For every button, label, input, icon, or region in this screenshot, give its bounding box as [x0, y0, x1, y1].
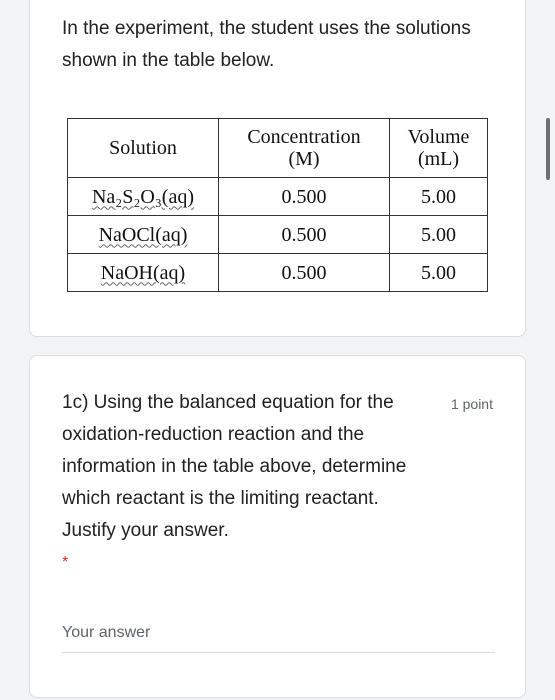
cell-volume: 5.00	[390, 216, 488, 254]
cell-concentration: 0.500	[219, 178, 390, 216]
header-solution-label: Solution	[109, 137, 177, 159]
table-row	[68, 216, 488, 254]
header-volume	[390, 119, 488, 178]
header-concentration-unit: (M)	[288, 148, 320, 170]
table-header-row	[68, 119, 488, 178]
table-row	[68, 254, 488, 292]
header-volume-unit: (mL)	[417, 148, 460, 170]
solution-name: NaOH(aq)	[100, 261, 186, 284]
solution-name: Na₂S₂O₃(aq)	[91, 185, 194, 208]
cell-concentration: 0.500	[219, 254, 390, 292]
points-label: 1 point	[450, 396, 493, 412]
cell-solution	[68, 216, 219, 254]
header-volume-label: Volume	[407, 126, 470, 148]
table-row	[68, 178, 488, 216]
solutions-table	[67, 118, 488, 292]
question-text: 1c) Using the balanced equation for the oxidation-reduction reaction and the information in the table above, determine which reactant is the limiting reactant. Justify your answer.	[62, 392, 407, 541]
header-solution	[68, 119, 219, 178]
intro-text: In the experiment, the student uses the solutions shown in the table below.	[62, 18, 471, 71]
answer-input[interactable]: Your answer	[62, 624, 495, 653]
required-asterisk: *	[62, 554, 69, 571]
table-card	[29, 0, 526, 337]
header-concentration	[219, 119, 390, 178]
cell-volume: 5.00	[390, 178, 488, 216]
solution-name: NaOCl(aq)	[98, 223, 188, 246]
scrollbar-thumb[interactable]	[546, 118, 550, 180]
cell-solution	[68, 178, 219, 216]
cell-volume: 5.00	[390, 254, 488, 292]
cell-solution	[68, 254, 219, 292]
header-concentration-label: Concentration	[247, 126, 361, 148]
cell-concentration: 0.500	[219, 216, 390, 254]
question-card	[29, 355, 526, 698]
